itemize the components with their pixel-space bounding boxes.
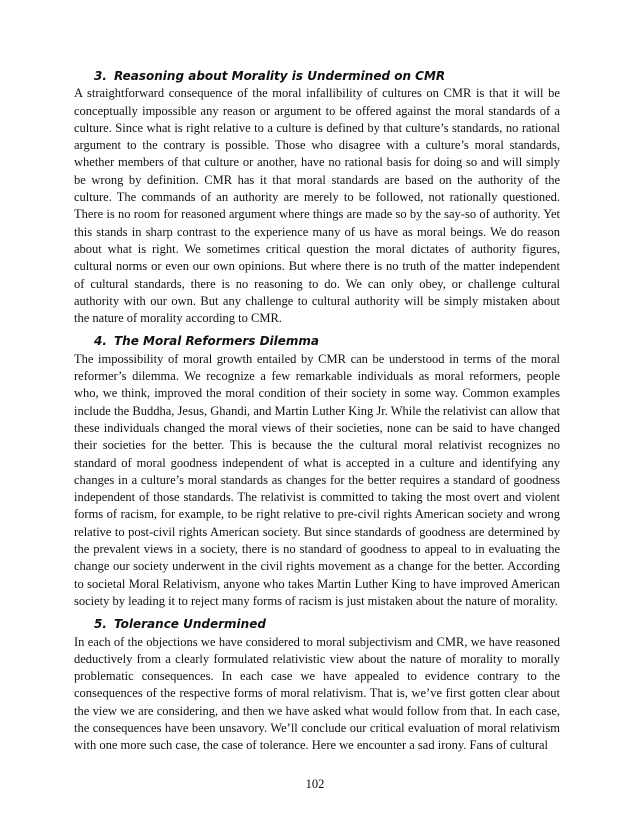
section-heading xyxy=(74,68,560,85)
section-4 xyxy=(74,333,560,610)
section-paragraph: The impossibility of moral growth entailed by CMR can be understood in terms of the moral reformer’s dilemma. We recognize a few remarkable individuals as moral reformers, people who, we think, improved the moral condition of their society in some way. Common examples include the Buddha, Jesus, Ghandi, and Martin Luther King Jr. While the relativist can allow that these individuals changed the moral views of their societies, none can be said to have changed their societies for the better. This is because the the cultural moral relativist recognizes no standard of moral goodness independent of what is accepted in a culture and identifying any changes in a culture’s moral standards as changes for the better requires a standard of goodness independent of those standards. The relativist is committed to taking the most overt and violent forms of racism, for example, to be right relative to pre-civil rights American society and wrong relative to post-civil rights American society. But since standards of goodness are determined by the prevalent views in a society, there is no standard of goodness to appeal to in evaluating the change our society underwent in the civil rights movement as a change for the better. According to societal Moral Relativism, anyone who takes Martin Luther King to have improved American society by leading it to reject many forms of racism is just mistaken about the nature of morality. xyxy=(74,351,560,608)
section-3 xyxy=(74,68,560,327)
section-5 xyxy=(74,616,560,754)
section-paragraph: A straightforward consequence of the moral infallibility of cultures on CMR is that it will be conceptually impossible any reason or argument to be offered against the moral standards of a culture. Since what is right relative to a culture is defined by that culture’s standards, no rational argument to the contrary is possible. Those who disagree with a culture’s moral standards, whether members of that culture or another, have no rational basis for doing so and will simply be wrong by definition. CMR has it that moral standards are based on the authority of the culture. The commands of an authority are merely to be followed, not rationally questioned. There is no room for reasoned argument where things are made so by the say-so of authority. Yet this stands in sharp contrast to the experience many of us have as moral beings. We do reason about what is right. We sometimes critical question the moral dictates of authority figures, cultural norms or even our own opinions. But where there is no truth of the matter independent of cultural standards, there is no reasoning to do. We can only obey, or challenge cultural authority with our own. But any challenge to cultural authority will be simply mistaken about the nature of morality according to CMR. xyxy=(74,86,560,326)
section-heading xyxy=(74,333,560,350)
section-number: 3. xyxy=(94,69,107,83)
section-title: The Moral Reformers Dilemma xyxy=(114,334,320,349)
section-number: 5. xyxy=(94,617,107,632)
section-title: Reasoning about Morality is Undermined on CMR xyxy=(114,69,446,83)
section-title: Tolerance Undermined xyxy=(114,617,266,632)
section-number: 4. xyxy=(94,334,107,349)
section-heading xyxy=(74,616,560,633)
page-content xyxy=(74,68,560,755)
page-number: 102 xyxy=(305,777,325,791)
section-paragraph: In each of the objections we have considered to moral subjectivism and CMR, we have reasoned deductively from a clearly formulated relativistic view about the nature of morality to morally problematic consequences. In each case we have appealed to evidence contrary to the consequences of the respective forms of moral relativism. That is, we’ve first gotten clear about the view we are considering, and then we have asked what would follow from that. In each case, the consequences have been unsavory. We’ll conclude our critical evaluation of moral relativism with one more such case, the case of tolerance. Here we encounter a sad irony. Fans of cultural xyxy=(74,634,560,753)
